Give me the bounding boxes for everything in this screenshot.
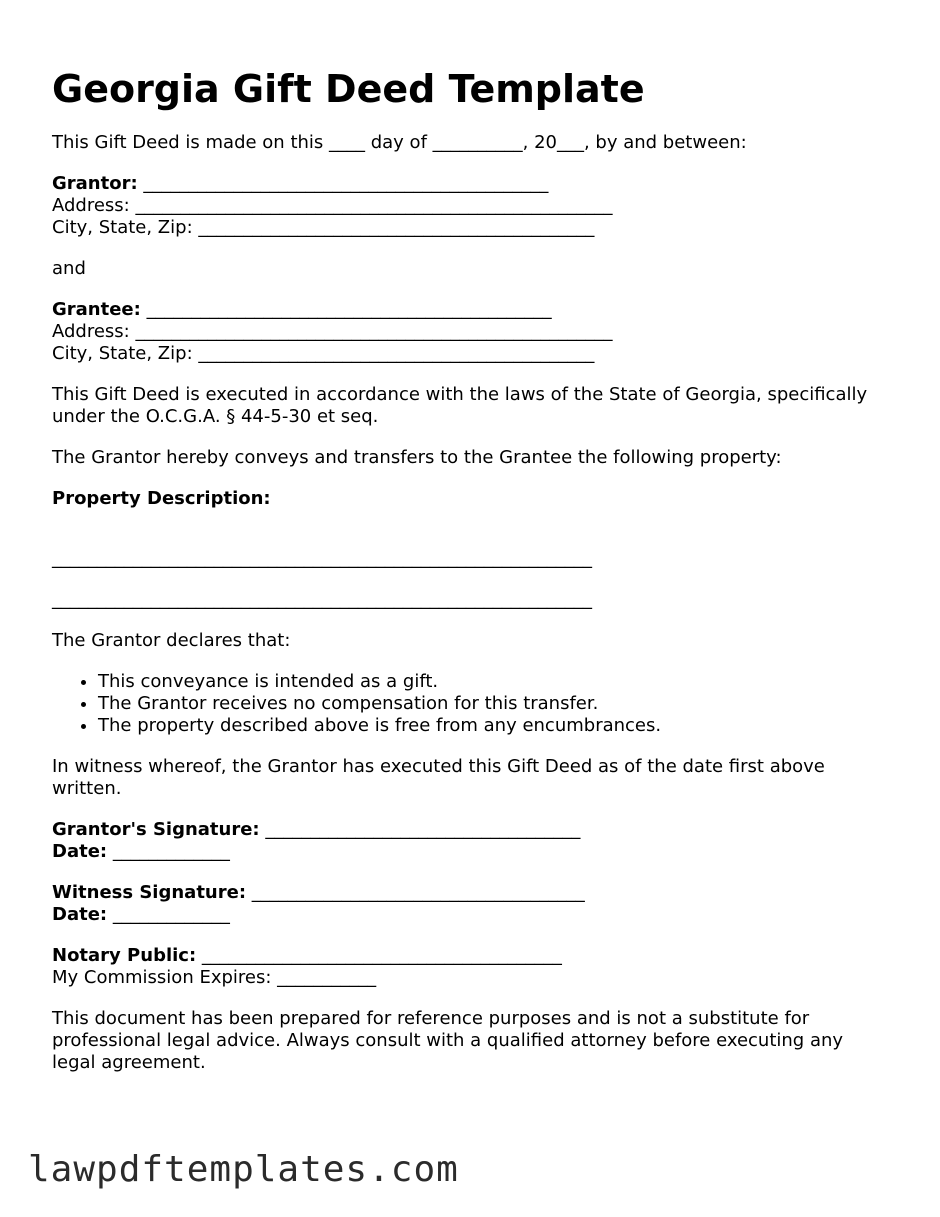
witness-date-blank: _____________ <box>107 904 230 925</box>
notary-block <box>52 945 892 989</box>
grantee-address-label: Address: <box>52 321 130 342</box>
grantee-block <box>52 299 892 365</box>
grantor-address-blank: _____________________________________________________ <box>129 195 613 216</box>
grantee-label: Grantee: <box>52 299 141 320</box>
page-title: Georgia Gift Deed Template <box>52 67 645 111</box>
witness-date-label: Date: <box>52 904 108 925</box>
document-page <box>52 66 892 1093</box>
grantor-block <box>52 173 892 239</box>
property-line-2: ____________________________________________________________ <box>52 589 592 610</box>
grantor-name-blank: _____________________________________________ <box>137 173 549 194</box>
grantor-name-line <box>52 173 892 195</box>
and-text: and <box>52 258 86 279</box>
commission-blank: ___________ <box>271 967 377 988</box>
witness-signature-label: Witness Signature: <box>52 882 247 903</box>
watermark: lawpdftemplates.com <box>28 1149 459 1190</box>
witness-paragraph: In witness whereof, the Grantor has executed this Gift Deed as of the date first above written. <box>52 756 831 799</box>
grantor-signature-block <box>52 819 892 863</box>
disclaimer-paragraph: This document has been prepared for reference purposes and is not a substitute for professional legal advice. Always consult with a qualified attorney before executing any legal agreement. <box>52 1008 849 1073</box>
witness-signature-blank: _____________________________________ <box>246 882 585 903</box>
grantor-signature-blank: ___________________________________ <box>259 819 581 840</box>
grantor-label: Grantor: <box>52 173 138 194</box>
grantor-city-line <box>52 217 892 239</box>
grantee-address-blank: _____________________________________________________ <box>129 321 613 342</box>
grantor-signature-label: Grantor's Signature: <box>52 819 260 840</box>
grantee-name-blank: _____________________________________________ <box>140 299 552 320</box>
intro-paragraph: This Gift Deed is made on this ____ day of __________, 20___, by and between: <box>52 132 747 153</box>
list-item: • The property described above is free from any encumbrances. <box>98 715 892 737</box>
witness-signature-block <box>52 882 892 926</box>
grantor-address-line <box>52 195 892 217</box>
grantee-address-line <box>52 321 892 343</box>
grantee-city-label: City, State, Zip: <box>52 343 193 364</box>
declarations-list <box>52 671 892 737</box>
notary-blank: ________________________________________ <box>196 945 562 966</box>
declares-paragraph: The Grantor declares that: <box>52 630 291 651</box>
grantor-city-label: City, State, Zip: <box>52 217 193 238</box>
grantor-date-blank: _____________ <box>107 841 230 862</box>
notary-label: Notary Public: <box>52 945 197 966</box>
grantor-city-blank: ____________________________________________ <box>192 217 595 238</box>
grantee-city-line <box>52 343 892 365</box>
conveys-paragraph: The Grantor hereby conveys and transfers to the Grantee the following property: <box>52 447 782 468</box>
grantee-name-line <box>52 299 892 321</box>
grantor-date-label: Date: <box>52 841 108 862</box>
grantee-city-blank: ____________________________________________ <box>192 343 595 364</box>
commission-label: My Commission Expires: <box>52 967 272 988</box>
list-item: • The Grantor receives no compensation for this transfer. <box>98 693 892 715</box>
property-description-label: Property Description: <box>52 488 271 509</box>
list-item: • This conveyance is intended as a gift. <box>98 671 892 693</box>
grantor-address-label: Address: <box>52 195 130 216</box>
property-line-1: ____________________________________________________________ <box>52 548 592 569</box>
laws-paragraph: This Gift Deed is executed in accordance with the laws of the State of Georgia, specifically under the O.C.G.A. § 44-5-30 et seq. <box>52 384 873 427</box>
